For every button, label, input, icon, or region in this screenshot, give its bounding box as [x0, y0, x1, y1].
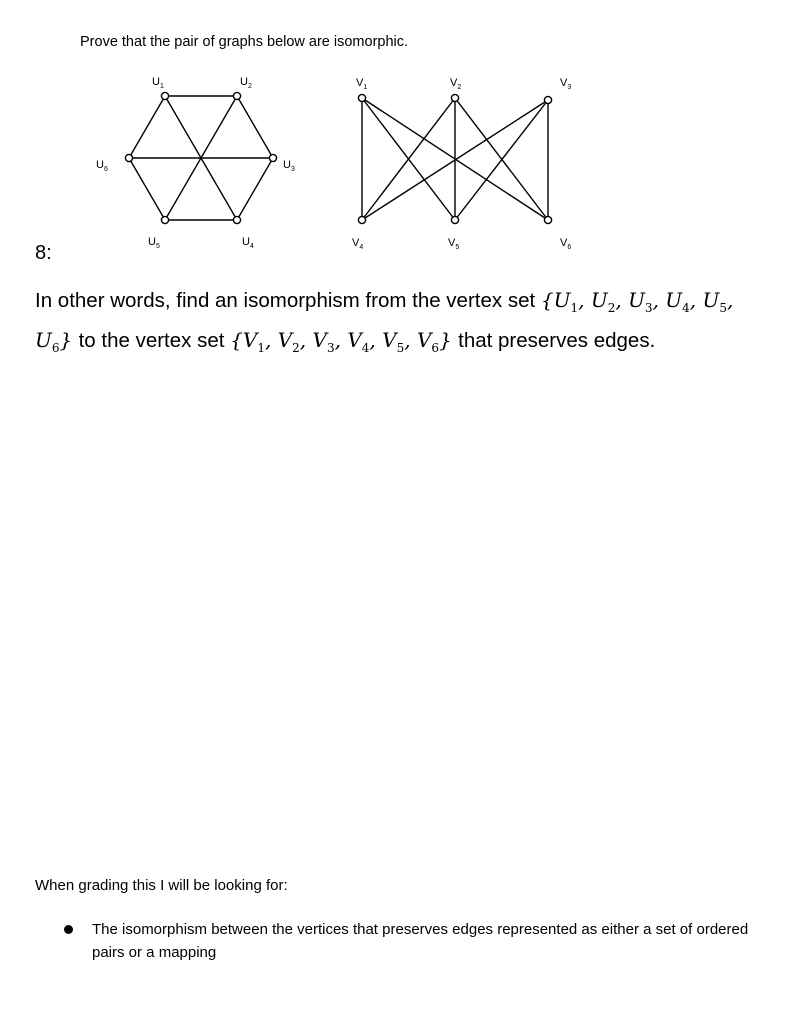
- vertex-label-v4: $V_4$: [352, 237, 364, 251]
- graph-u: [96, 76, 295, 250]
- grading-heading: When grading this I will be looking for:: [35, 877, 288, 894]
- problem-text-part3: that preserves edges.: [458, 329, 656, 352]
- vertex-label-v1: $V_1$: [356, 77, 368, 91]
- grading-criteria-list: [58, 918, 778, 964]
- vertex-v4: [358, 216, 365, 223]
- vertex-v1: [358, 94, 365, 101]
- vertex-label-u2: $U_2$: [240, 76, 252, 90]
- question-number: 8:: [35, 242, 52, 264]
- vertex-u3: [269, 154, 276, 161]
- vertex-label-v2: $V_2$: [450, 77, 462, 91]
- edge-u6-u1: [129, 96, 165, 158]
- problem-text: [35, 284, 755, 364]
- bullet-icon: [64, 925, 73, 934]
- problem-prompt: Prove that the pair of graphs below are isomorphic.: [80, 34, 409, 50]
- vertex-label-v6: $V_6$: [560, 237, 572, 251]
- vertex-u1: [161, 92, 168, 99]
- vertex-label-v5: $V_5$: [448, 237, 460, 251]
- vertex-v6: [544, 216, 551, 223]
- set-v-math: {$V_1$, $V_2$, $V_3$, $V_4$, $V_5$, $V_6$}: [230, 328, 452, 355]
- vertex-label-u1: $U_1$: [152, 76, 164, 90]
- vertex-label-u4: $U_4$: [242, 236, 254, 250]
- vertex-u4: [233, 216, 240, 223]
- set-u-math: {$U_1$, $U_2$, $U_3$, $U_4$, $U_5$, $U_6$}: [35, 288, 734, 355]
- vertex-u5: [161, 216, 168, 223]
- edge-u5-u6: [129, 158, 165, 220]
- grading-criterion-text: The isomorphism between the vertices that preserves edges represented as either a set of ordered pairs or a mapping: [92, 921, 749, 961]
- vertex-label-v3: $V_3$: [560, 77, 572, 91]
- vertex-u6: [125, 154, 132, 161]
- graphs-figure: [0, 0, 803, 270]
- problem-text-part2: to the vertex set: [78, 329, 225, 352]
- vertex-set-v: [230, 328, 458, 355]
- problem-text-part1: In other words, find an isomorphism from the vertex set: [35, 289, 536, 312]
- graph-v: [352, 77, 571, 251]
- vertex-v5: [451, 216, 458, 223]
- vertex-label-u3: $U_3$: [283, 159, 295, 173]
- vertex-label-u6: $U_6$: [96, 159, 108, 173]
- edge-u2-u3: [237, 96, 273, 158]
- grading-criterion: [58, 918, 778, 964]
- edge-u3-u4: [237, 158, 273, 220]
- vertex-v3: [544, 96, 551, 103]
- vertex-label-u5: $U_5$: [148, 236, 160, 250]
- vertex-u2: [233, 92, 240, 99]
- vertex-v2: [451, 94, 458, 101]
